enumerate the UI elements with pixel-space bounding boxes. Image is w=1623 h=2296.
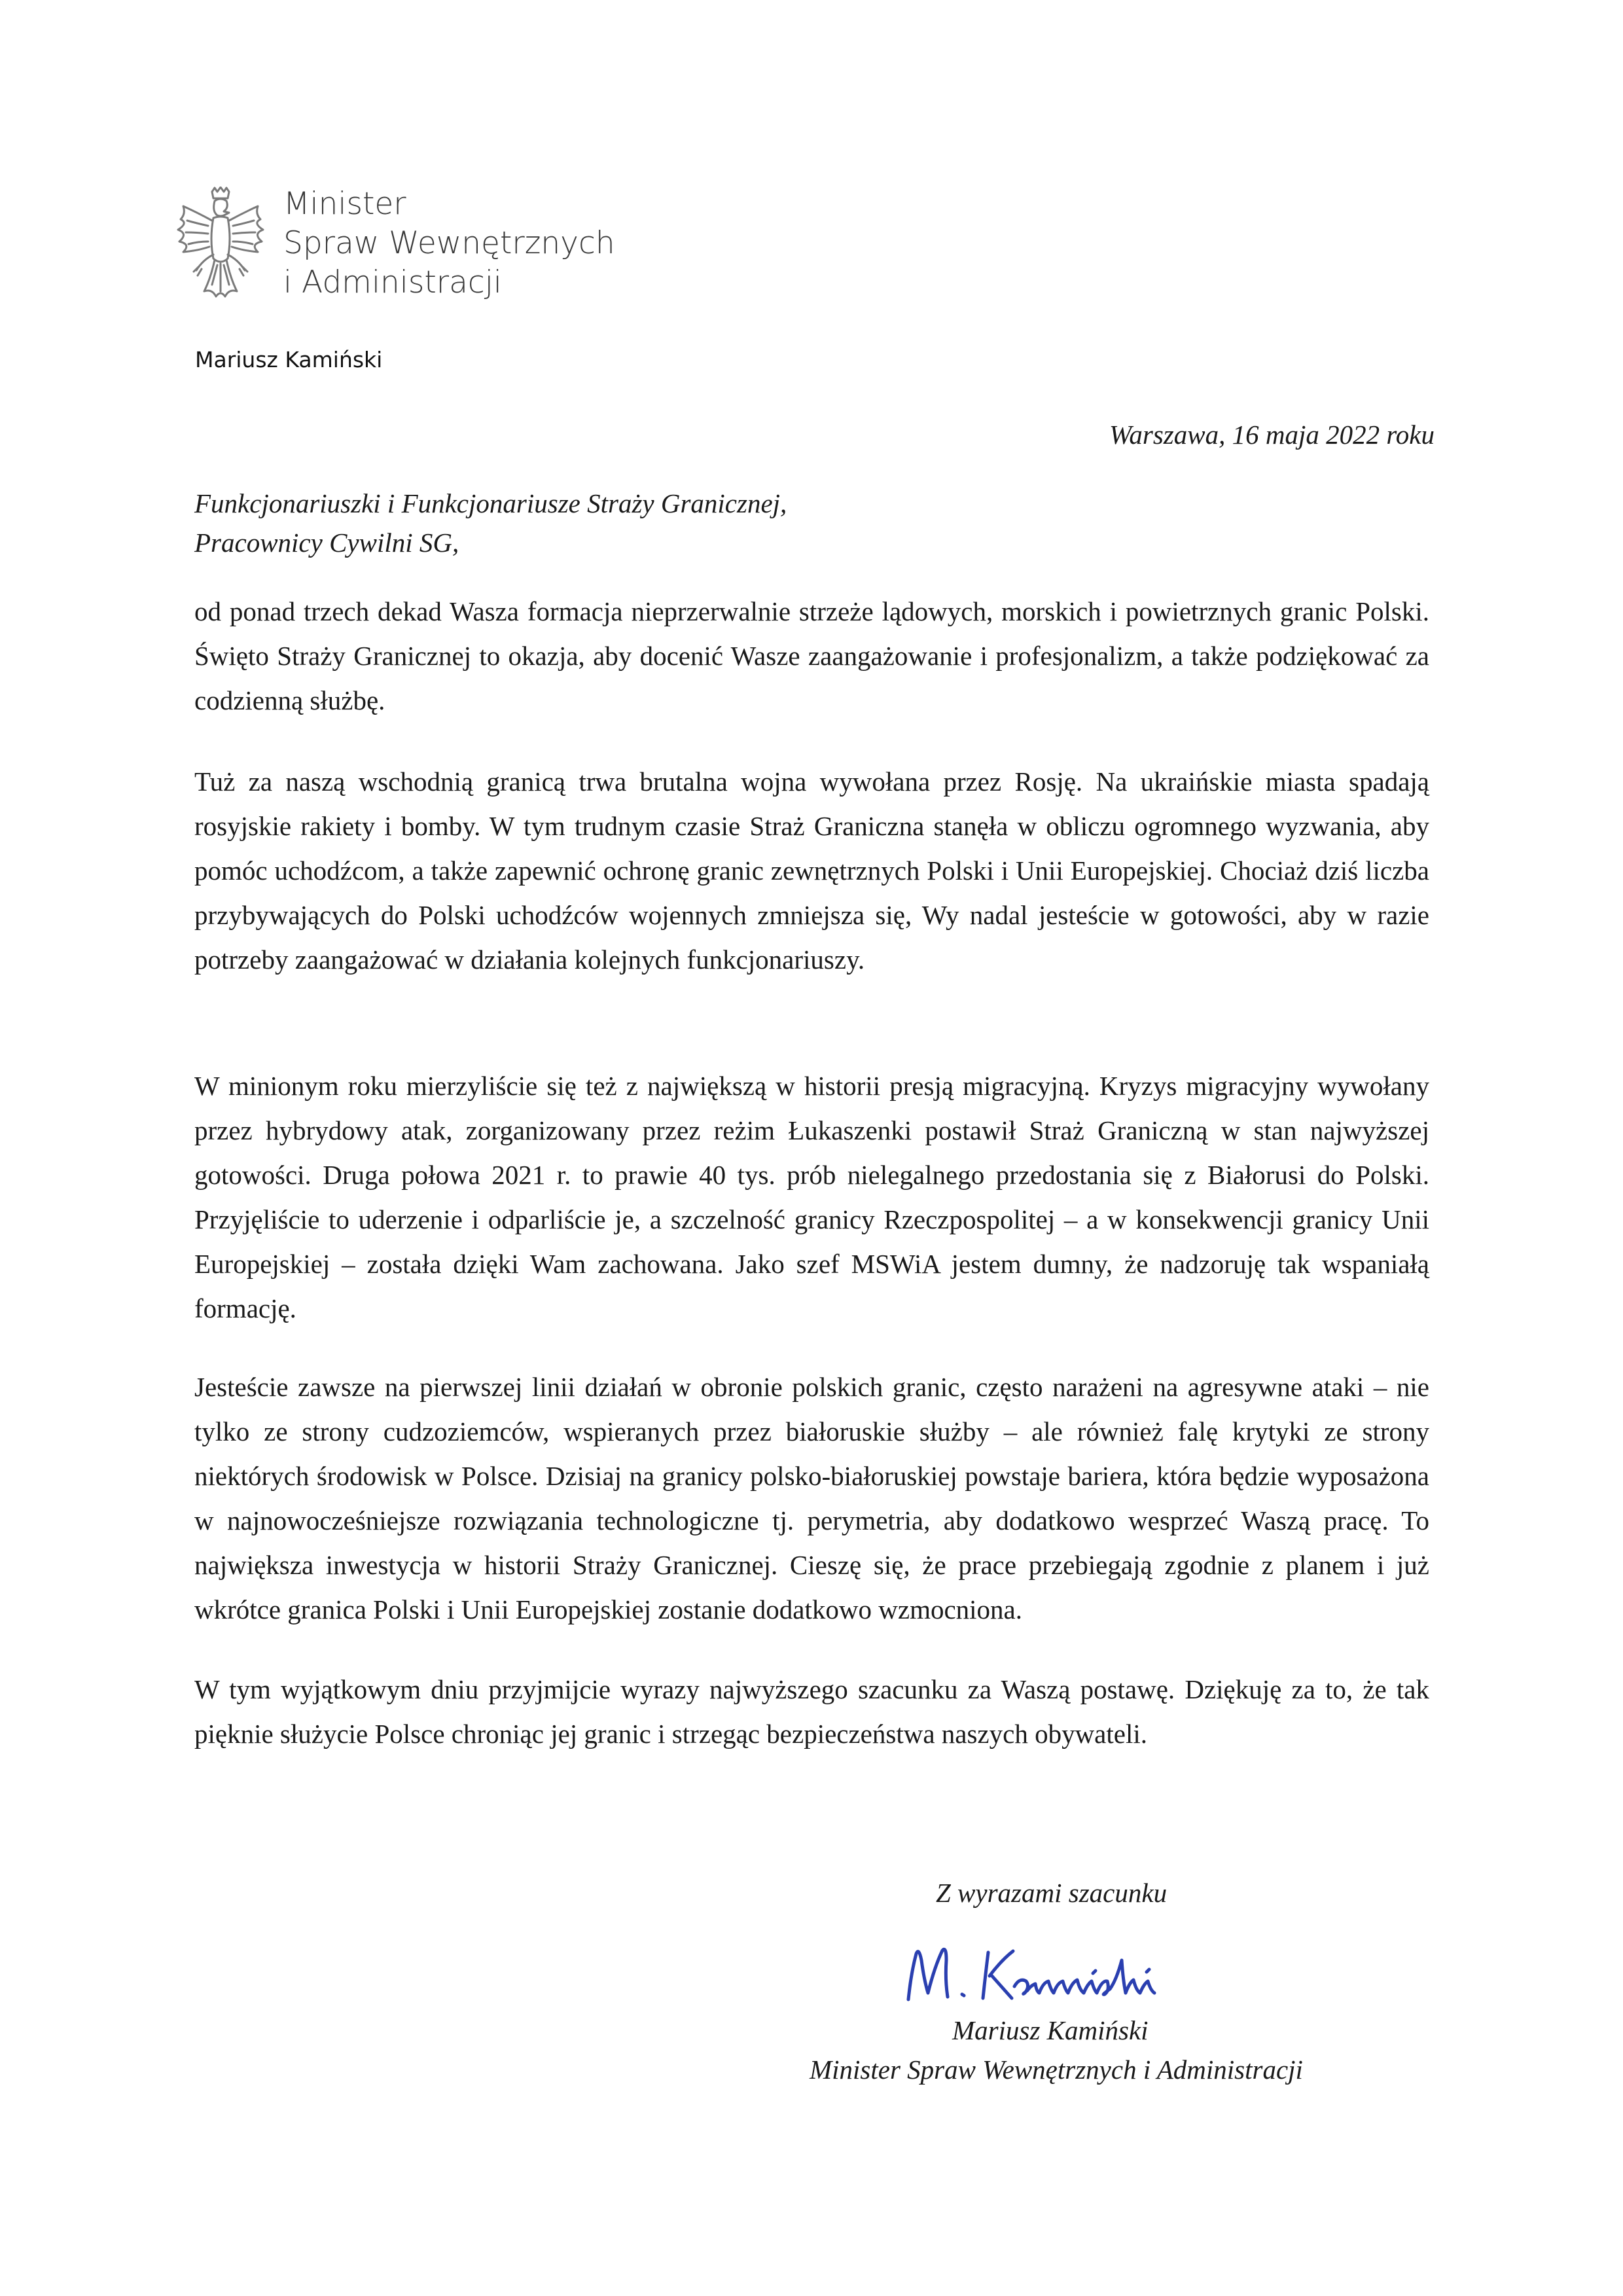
handwritten-signature: [897, 1934, 1224, 2013]
signatory-title: Minister Spraw Wewnętrznych i Administracji: [810, 2054, 1303, 2085]
paragraph-1: od ponad trzech dekad Wasza formacja nieprzerwalnie strzeże lądowych, morskich i powietrznych granic Polski. Święto Straży Granicznej to okazja, aby docenić Wasze zaangażowanie i profesjonalizm, a także podziękować za codzienną służbę.: [194, 596, 1429, 715]
paragraph-3: W minionym roku mierzyliście się też z największą w historii presją migracyjną. Kryzys migracyjny wywołany przez hybrydowy atak, zorganizowany przez reżim Łukaszenki postawił Straż Graniczną w stan najwyższej gotowości. Druga połowa 2021 r. to prawie 40 tys. prób nielegalnego przedostania się z Białorusi do Polski. Przyjęliście to uderzenie i odparliście je, a szczelność granicy Rzeczpospolitej – a w konsekwencji granicy Unii Europejskiej – została dzięki Wam zachowana. Jako szef MSWiA jestem dumny, że nadzoruję tak wspaniałą formację.: [194, 1071, 1429, 1323]
org-name-line-2: Spraw Wewnętrznych: [283, 225, 615, 261]
polish-eagle-emblem-icon: [171, 187, 270, 308]
org-name-line-1: Minister: [283, 186, 406, 222]
paragraph-2: Tuż za naszą wschodnią granicą trwa brutalna wojna wywołana przez Rosję. Na ukraińskie miasta spadają rosyjskie rakiety i bomby. W tym trudnym czasie Straż Graniczna stanęła w obliczu ogromnego wyzwania, aby pomóc uchodźcom, a także zapewnić ochronę granic zewnętrznych Polski i Unii Europejskiej. Chociaż dziś liczba przybywających do Polski uchodźców wojennych zmniejsza się, Wy nadal jesteście w gotowości, aby w razie potrzeby zaangażować w działania kolejnych funkcjonariuszy.: [194, 766, 1429, 975]
letter-date: Warszawa, 16 maja 2022 roku: [1109, 420, 1435, 450]
paragraph-4: Jesteście zawsze na pierwszej linii działań w obronie polskich granic, często narażeni na agresywne ataki – nie tylko ze strony cudzoziemców, wspieranych przez białoruskie służby – ale również falę krytyki ze strony niektórych środowisk w Polsce. Dzisiaj na granicy polsko-białoruskiej powstaje bariera, która będzie wyposażona w najnowocześniejsze rozwiązania technologiczne tj. perymetria, aby dodatkowo wesprzeć Waszą pracę. To największa inwestycja w historii Straży Granicznej. Cieszę się, że prace przebiegają zgodnie z planem i już wkrótce granica Polski i Unii Europejskiej zostanie dodatkowo wzmocniona.: [194, 1372, 1429, 1624]
salutation-line-1: Funkcjonariuszki i Funkcjonariusze Straży Granicznej,: [194, 488, 787, 518]
closing-greeting: Z wyrazami szacunku: [936, 1878, 1168, 1908]
paragraph-5: W tym wyjątkowym dniu przyjmijcie wyrazy najwyższego szacunku za Waszą postawę. Dziękuję za to, że tak pięknie służycie Polsce chroniąc jej granic i strzegąc bezpieczeństwa naszych obywateli.: [194, 1674, 1429, 1749]
signatory-name: Mariusz Kamiński: [952, 2015, 1149, 2045]
salutation-line-2: Pracownicy Cywilni SG,: [194, 528, 459, 558]
author-name: Mariusz Kamiński: [195, 347, 383, 372]
org-name-line-3: i Administracji: [283, 264, 502, 300]
